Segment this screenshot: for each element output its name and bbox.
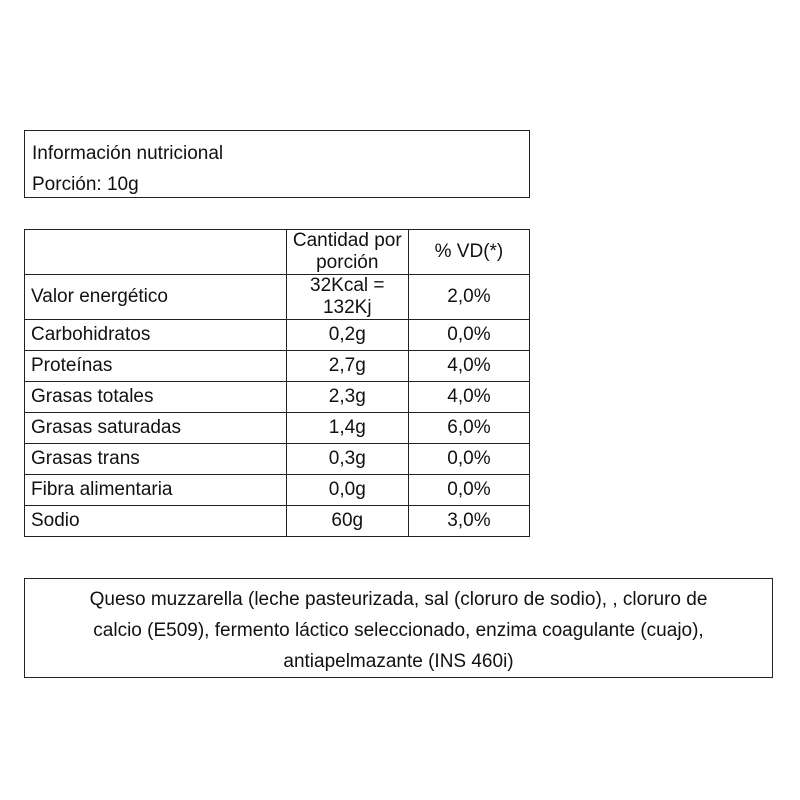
table-row — [25, 382, 530, 413]
nutrient-name: Proteínas — [25, 351, 287, 382]
ingredients-box — [24, 578, 773, 678]
table-row — [25, 351, 530, 382]
table-row — [25, 506, 530, 537]
nutrient-vd: 4,0% — [408, 382, 529, 413]
nutrient-name: Fibra alimentaria — [25, 475, 287, 506]
nutrient-amount: 0,3g — [286, 444, 408, 475]
nutrient-name: Grasas totales — [25, 382, 287, 413]
nutrient-vd: 0,0% — [408, 320, 529, 351]
nutrient-amount: 32Kcal = 132Kj — [286, 275, 408, 320]
nutrient-vd: 3,0% — [408, 506, 529, 537]
nutrient-name: Carbohidratos — [25, 320, 287, 351]
nutrient-vd: 0,0% — [408, 475, 529, 506]
table-row — [25, 320, 530, 351]
nutrition-header-box — [24, 130, 530, 198]
column-header-nutrient — [25, 230, 287, 275]
nutrient-vd: 0,0% — [408, 444, 529, 475]
nutrient-amount: 1,4g — [286, 413, 408, 444]
nutrient-name: Grasas saturadas — [25, 413, 287, 444]
nutrient-vd: 6,0% — [408, 413, 529, 444]
column-header-amount: Cantidad por porción — [286, 230, 408, 275]
nutrient-name: Valor energético — [25, 275, 287, 320]
nutrient-vd: 2,0% — [408, 275, 529, 320]
nutrition-table — [24, 229, 530, 537]
nutrient-vd: 4,0% — [408, 351, 529, 382]
table-row — [25, 475, 530, 506]
nutrient-name: Grasas trans — [25, 444, 287, 475]
table-header-row — [25, 230, 530, 275]
table-row — [25, 444, 530, 475]
nutrient-amount: 2,3g — [286, 382, 408, 413]
nutrient-amount: 60g — [286, 506, 408, 537]
nutrient-amount: 2,7g — [286, 351, 408, 382]
ingredients-line: calcio (E509), fermento láctico seleccionado, enzima coagulante (cuajo), — [93, 620, 704, 641]
nutrition-title: Información nutricional — [32, 143, 224, 164]
table-row — [25, 413, 530, 444]
table-row — [25, 275, 530, 320]
nutrient-name: Sodio — [25, 506, 287, 537]
portion-size: Porción: 10g — [32, 174, 139, 195]
ingredients-line: Queso muzzarella (leche pasteurizada, sal (cloruro de sodio), , cloruro de — [89, 589, 708, 610]
nutrient-amount: 0,2g — [286, 320, 408, 351]
ingredients-line: antiapelmazante (INS 460i) — [283, 651, 514, 672]
nutrient-amount: 0,0g — [286, 475, 408, 506]
column-header-vd: % VD(*) — [408, 230, 529, 275]
